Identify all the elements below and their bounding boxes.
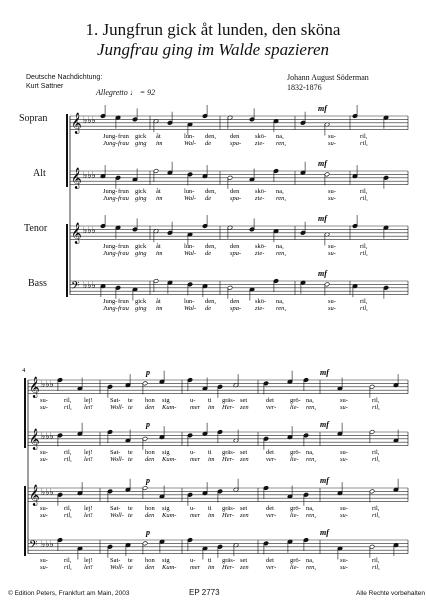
lyric-german: ril, [360, 250, 368, 257]
lyric-swedish: hon [145, 505, 155, 512]
lyric-german: im [208, 564, 215, 571]
piece-title: 1. Jungfrun gick åt lunden, den sköna [85, 20, 341, 39]
lyric-german: Kum- [162, 404, 177, 411]
piece-subtitle: Jungfrau ging im Walde spazieren [96, 40, 329, 59]
lyric-german: lie- [290, 404, 299, 411]
lyric-german: Jung- [103, 250, 118, 257]
lyric-swedish: u- [190, 557, 196, 564]
lyric-swedish: su- [40, 397, 48, 404]
key-signature-flats: ♭♭♭ [41, 432, 54, 442]
lyric-swedish: na, [306, 505, 314, 512]
lyric-german: ril, [64, 564, 72, 571]
lyric-german: su- [328, 195, 336, 202]
lyric-swedish: den [230, 298, 240, 305]
part-label-sopran: Sopran [19, 113, 48, 124]
lyric-swedish: grö- [290, 505, 301, 512]
lyric-german: Wal- [184, 250, 197, 257]
lyric-swedish: hon [145, 397, 155, 404]
lyric-german: im [156, 305, 163, 312]
lyric-german: lei! [84, 404, 93, 411]
key-signature-flats: ♭♭♭ [41, 380, 54, 390]
lyric-swedish: na, [276, 243, 284, 250]
lyric-german: te [128, 404, 133, 411]
treble-clef-icon: 𝄞 [29, 429, 40, 450]
treble-clef-icon: 𝄞 [29, 485, 40, 506]
lyric-swedish: ti [208, 449, 212, 456]
lyric-swedish: su- [40, 449, 48, 456]
lyric-german: Her- [222, 456, 235, 463]
dynamic-mf: mf [320, 476, 329, 485]
lyric-german: ril, [372, 404, 380, 411]
lyric-swedish: lej! [84, 557, 93, 564]
lyric-german: de [205, 250, 212, 257]
lyric-german: ging [135, 140, 147, 147]
lyric-german: zen [240, 564, 249, 571]
dynamic-mf: mf [320, 528, 329, 537]
lyric-german: su- [40, 404, 48, 411]
lyric-german: ver- [266, 512, 277, 519]
lyric-swedish: skö- [255, 298, 267, 305]
lyric-german: ren, [276, 140, 287, 147]
lyric-swedish: ti [208, 505, 212, 512]
lyric-german: im [156, 140, 163, 147]
part-label-bass: Bass [28, 278, 47, 289]
lyric-swedish: na, [306, 557, 314, 564]
lyric-german: lei! [84, 512, 93, 519]
composer-dates: 1832-1876 [287, 83, 322, 92]
part-label-tenor: Tenor [24, 223, 48, 234]
lyric-swedish: Jung- [103, 298, 118, 305]
lyric-german: ril, [360, 140, 368, 147]
catalog-number: EP 2773 [189, 588, 220, 597]
lyric-german: ril, [360, 305, 368, 312]
lyric-swedish: su- [40, 557, 48, 564]
lyric-swedish: lej! [84, 449, 93, 456]
lyric-german: im [156, 195, 163, 202]
lyric-german: zen [240, 512, 249, 519]
lyric-swedish: sig [162, 449, 170, 456]
lyric-german: ren, [276, 195, 287, 202]
lyric-swedish: na, [276, 133, 284, 140]
lyric-german: Kum- [162, 512, 177, 519]
lyric-swedish: su- [340, 449, 348, 456]
lyric-german: Kum- [162, 456, 177, 463]
lyric-german: im [208, 404, 215, 411]
key-signature-flats: ♭♭♭ [41, 540, 54, 550]
lyric-swedish: det [266, 557, 274, 564]
lyric-swedish: ril, [372, 397, 380, 404]
lyric-german: spa- [230, 195, 242, 202]
copyright-notice: © Edition Peters, Frankfurt am Main, 2003 [8, 590, 130, 597]
translator-name: Kurt Sattner [26, 83, 64, 90]
lyric-swedish: na, [276, 188, 284, 195]
lyric-german: ril, [64, 456, 72, 463]
lyric-swedish: gräs- [222, 505, 235, 512]
lyric-german: ging [135, 305, 147, 312]
lyric-swedish: grö- [290, 397, 301, 404]
lyric-swedish: te [128, 557, 133, 564]
translator-label: Deutsche Nachdichtung: [26, 74, 103, 81]
dynamic-mf: mf [320, 420, 329, 429]
lyric-swedish: lej! [84, 505, 93, 512]
lyric-german: ril, [64, 404, 72, 411]
lyric-german: zie- [255, 305, 265, 312]
lyric-german: mer [190, 564, 201, 571]
lyric-swedish: grö- [290, 557, 301, 564]
lyric-german: Woll- [110, 564, 124, 571]
lyric-german: ril, [372, 512, 380, 519]
lyric-swedish: gräs- [222, 557, 235, 564]
lyric-german: Jung- [103, 305, 118, 312]
lyric-german: Wal- [184, 140, 197, 147]
lyric-swedish: su- [340, 505, 348, 512]
lyric-german: Wal- [184, 195, 197, 202]
lyric-swedish: den [230, 188, 240, 195]
lyric-german: su- [40, 512, 48, 519]
lyric-german: ril, [360, 195, 368, 202]
lyric-swedish: frun [118, 243, 129, 250]
lyric-swedish: åt [156, 298, 161, 305]
lyric-german: te [128, 564, 133, 571]
lyric-swedish: ril, [372, 505, 380, 512]
lyric-swedish: ti [208, 397, 212, 404]
lyric-swedish: lej! [84, 397, 93, 404]
lyric-swedish: gick [135, 188, 147, 195]
dynamic-mf: mf [320, 368, 329, 377]
lyric-german: lei! [84, 564, 93, 571]
lyric-swedish: den, [205, 133, 217, 140]
lyric-swedish: Sat- [110, 557, 121, 564]
lyric-swedish: lun- [184, 133, 195, 140]
lyric-swedish: su- [328, 298, 336, 305]
lyric-german: ril, [64, 512, 72, 519]
lyric-swedish: sig [162, 505, 170, 512]
lyric-swedish: hon [145, 557, 155, 564]
lyric-swedish: gräs- [222, 397, 235, 404]
lyric-german: spa- [230, 140, 242, 147]
dynamic-mf: mf [318, 104, 327, 113]
lyric-swedish: åt [156, 243, 161, 250]
treble-clef-icon: 𝄞 [71, 223, 82, 244]
lyric-german: im [208, 456, 215, 463]
lyric-swedish: Sat- [110, 449, 121, 456]
lyric-swedish: gräs- [222, 449, 235, 456]
lyric-german: Jung- [103, 195, 118, 202]
lyric-german: su- [340, 404, 348, 411]
key-signature-flats: ♭♭♭ [41, 488, 54, 498]
lyric-swedish: ril, [64, 505, 72, 512]
lyric-german: su- [340, 512, 348, 519]
lyric-swedish: den, [205, 243, 217, 250]
key-signature-flats: ♭♭♭ [83, 281, 96, 291]
lyric-german: im [156, 250, 163, 257]
lyric-german: Woll- [110, 456, 124, 463]
lyric-german: de [205, 195, 212, 202]
lyric-swedish: ril, [360, 188, 368, 195]
lyric-german: Woll- [110, 512, 124, 519]
lyric-german: frau [118, 140, 129, 147]
tempo-marking: Allegretto ♩ = 92 [96, 88, 156, 97]
lyric-swedish: ril, [372, 449, 380, 456]
lyric-german: frau [118, 305, 129, 312]
lyric-german: zen [240, 456, 249, 463]
dynamic-p: p [146, 420, 150, 429]
lyric-swedish: Jung- [103, 133, 118, 140]
lyric-german: te [128, 456, 133, 463]
lyric-swedish: su- [328, 133, 336, 140]
lyric-german: zen [240, 404, 249, 411]
lyric-german: den [145, 404, 155, 411]
lyric-german: mer [190, 512, 201, 519]
lyric-german: ren, [276, 305, 287, 312]
lyric-swedish: gick [135, 298, 147, 305]
dynamic-p: p [146, 528, 150, 537]
lyric-swedish: frun [118, 188, 129, 195]
lyric-german: lie- [290, 456, 299, 463]
lyric-german: su- [328, 140, 336, 147]
lyric-swedish: det [266, 505, 274, 512]
bass-clef-icon: 𝄢 [71, 280, 80, 295]
lyric-german: su- [40, 456, 48, 463]
lyric-german: ren, [306, 564, 317, 571]
lyric-swedish: ril, [360, 243, 368, 250]
lyric-swedish: sig [162, 397, 170, 404]
lyric-german: ren, [306, 404, 317, 411]
lyric-swedish: set [240, 505, 248, 512]
lyric-german: lei! [84, 456, 93, 463]
lyric-swedish: det [266, 397, 274, 404]
lyric-swedish: te [128, 397, 133, 404]
dynamic-mf: mf [318, 269, 327, 278]
lyric-swedish: lun- [184, 243, 195, 250]
lyric-swedish: na, [306, 397, 314, 404]
rights-notice: Alle Rechte vorbehalten [356, 590, 426, 597]
key-signature-flats: ♭♭♭ [83, 171, 96, 181]
lyric-german: su- [328, 250, 336, 257]
lyric-swedish: u- [190, 449, 196, 456]
dynamic-mf: mf [318, 159, 327, 168]
lyric-german: den [145, 564, 155, 571]
lyric-swedish: frun [118, 133, 129, 140]
treble-clef-icon: 𝄞 [29, 377, 40, 398]
lyric-swedish: u- [190, 397, 196, 404]
lyric-swedish: set [240, 449, 248, 456]
lyric-german: de [205, 140, 212, 147]
lyric-swedish: åt [156, 188, 161, 195]
lyric-german: zie- [255, 250, 265, 257]
lyric-swedish: na, [276, 298, 284, 305]
lyric-german: lie- [290, 564, 299, 571]
key-signature-flats: ♭♭♭ [83, 226, 96, 236]
lyric-german: ver- [266, 564, 277, 571]
lyric-swedish: åt [156, 133, 161, 140]
lyric-german: Her- [222, 564, 235, 571]
lyric-german: Woll- [110, 404, 124, 411]
lyric-german: den [145, 456, 155, 463]
lyric-german: frau [118, 250, 129, 257]
lyric-german: zie- [255, 140, 265, 147]
lyric-german: mer [190, 404, 201, 411]
lyric-german: zie- [255, 195, 265, 202]
lyric-german: ren, [306, 456, 317, 463]
lyric-swedish: skö- [255, 243, 267, 250]
lyric-german: ging [135, 195, 147, 202]
lyric-swedish: skö- [255, 133, 267, 140]
lyric-swedish: te [128, 505, 133, 512]
lyric-swedish: den [230, 133, 240, 140]
lyric-swedish: su- [328, 243, 336, 250]
key-signature-flats: ♭♭♭ [83, 116, 96, 126]
lyric-german: su- [40, 564, 48, 571]
lyric-german: spa- [230, 250, 242, 257]
lyric-swedish: gick [135, 133, 147, 140]
lyric-swedish: su- [340, 557, 348, 564]
lyric-swedish: gick [135, 243, 147, 250]
lyric-swedish: skö- [255, 188, 267, 195]
lyric-german: ver- [266, 404, 277, 411]
dynamic-p: p [146, 368, 150, 377]
lyric-swedish: ril, [64, 449, 72, 456]
lyric-german: Wal- [184, 305, 197, 312]
lyric-german: den [145, 512, 155, 519]
lyric-swedish: ti [208, 557, 212, 564]
lyric-swedish: den, [205, 188, 217, 195]
lyric-german: ril, [372, 564, 380, 571]
lyric-german: ren, [276, 250, 287, 257]
lyric-german: Her- [222, 404, 235, 411]
lyric-german: im [208, 512, 215, 519]
lyric-german: ging [135, 250, 147, 257]
lyric-swedish: ril, [64, 397, 72, 404]
lyric-swedish: ril, [372, 557, 380, 564]
lyric-german: su- [328, 305, 336, 312]
lyric-swedish: u- [190, 505, 196, 512]
lyric-swedish: hon [145, 449, 155, 456]
lyric-german: ver- [266, 456, 277, 463]
lyric-swedish: Sat- [110, 397, 121, 404]
lyric-german: su- [340, 456, 348, 463]
lyric-swedish: set [240, 397, 248, 404]
lyric-swedish: frun [118, 298, 129, 305]
dynamic-p: p [146, 476, 150, 485]
lyric-german: ril, [372, 456, 380, 463]
lyric-swedish: lun- [184, 298, 195, 305]
lyric-swedish: ril, [64, 557, 72, 564]
lyric-swedish: su- [328, 188, 336, 195]
lyric-swedish: sig [162, 557, 170, 564]
lyric-swedish: Sat- [110, 505, 121, 512]
lyric-german: Her- [222, 512, 235, 519]
lyric-swedish: na, [306, 449, 314, 456]
lyric-swedish: Jung- [103, 243, 118, 250]
lyric-swedish: Jung- [103, 188, 118, 195]
lyric-german: lie- [290, 512, 299, 519]
composer-name: Johann August Söderman [287, 73, 369, 82]
lyric-swedish: te [128, 449, 133, 456]
lyric-german: te [128, 512, 133, 519]
lyric-german: su- [340, 564, 348, 571]
dynamic-mf: mf [318, 214, 327, 223]
lyric-swedish: det [266, 449, 274, 456]
lyric-swedish: su- [40, 505, 48, 512]
lyric-swedish: set [240, 557, 248, 564]
lyric-swedish: den [230, 243, 240, 250]
lyric-swedish: den, [205, 298, 217, 305]
lyric-german: Kum- [162, 564, 177, 571]
measure-number: 4 [22, 367, 26, 374]
lyric-german: mer [190, 456, 201, 463]
lyric-german: frau [118, 195, 129, 202]
lyric-german: ren, [306, 512, 317, 519]
lyric-german: spa- [230, 305, 242, 312]
lyric-swedish: ril, [360, 298, 368, 305]
bass-clef-icon: 𝄢 [29, 539, 38, 554]
treble-clef-icon: 𝄞 [71, 168, 82, 189]
lyric-swedish: ril, [360, 133, 368, 140]
lyric-german: de [205, 305, 212, 312]
part-label-alt: Alt [33, 168, 46, 179]
lyric-swedish: su- [340, 397, 348, 404]
lyric-swedish: grö- [290, 449, 301, 456]
lyric-swedish: lun- [184, 188, 195, 195]
lyric-german: Jung- [103, 140, 118, 147]
treble-clef-icon: 𝄞 [71, 113, 82, 134]
